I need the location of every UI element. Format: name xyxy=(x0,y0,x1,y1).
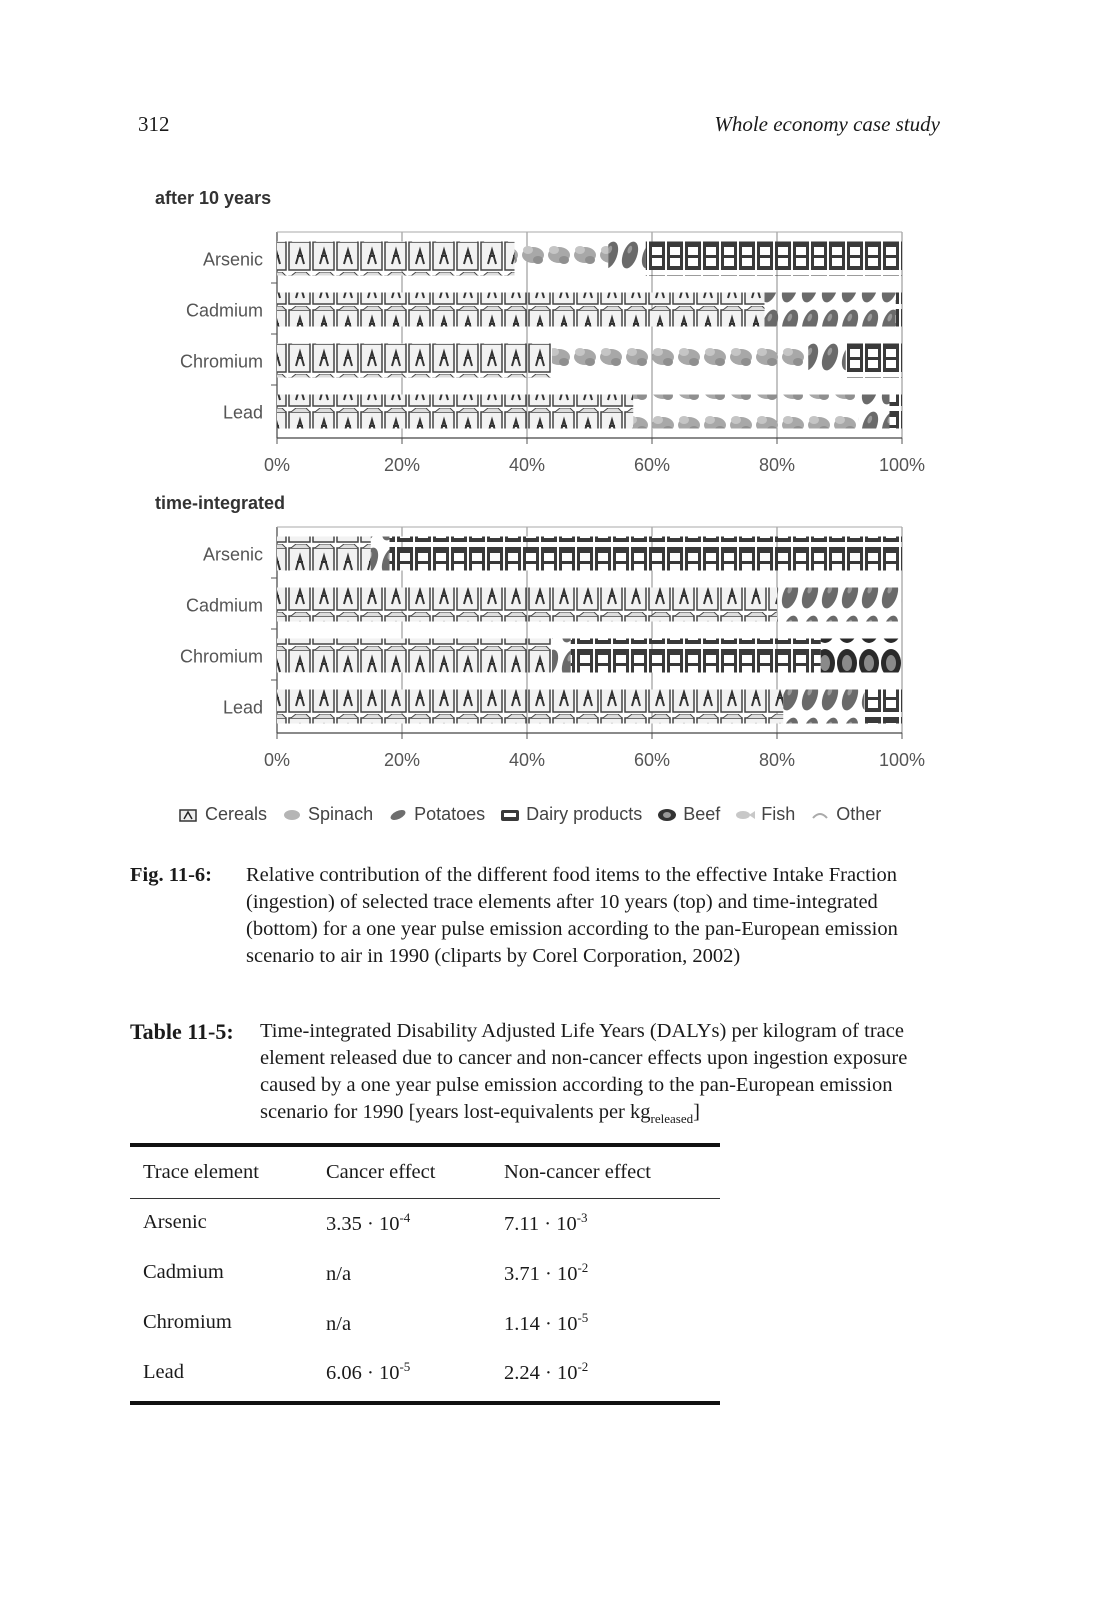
bar-chromium-potatoes xyxy=(552,639,571,673)
cereals-icon xyxy=(178,808,200,822)
cell-noncancer: $3.71 \cdot 10^{-2}$ xyxy=(504,1259,589,1285)
bar-arsenic-dairy-products xyxy=(390,537,903,571)
page-number: 312 xyxy=(138,112,170,136)
bar-lead-cereals xyxy=(277,395,633,429)
header-noncancer-effect: Non-cancer effect xyxy=(491,1145,720,1199)
bar-arsenic-spinach xyxy=(515,242,609,276)
legend-item-potatoes xyxy=(387,804,485,825)
bar-cadmium-potatoes xyxy=(777,588,902,622)
cell-noncancer: $1.14 \cdot 10^{-5}$ xyxy=(504,1309,589,1335)
x-tick-label: 0% xyxy=(263,455,291,475)
dairy-icon xyxy=(499,808,521,822)
potatoes-icon xyxy=(387,808,409,822)
bar-chromium-beef xyxy=(821,639,902,673)
cell-element: Lead xyxy=(130,1348,313,1403)
cell-cancer: $6.06 \cdot 10^{-5}$ xyxy=(313,1348,491,1403)
other-icon xyxy=(809,808,831,822)
figure-label: Fig. 11-6: xyxy=(130,864,212,886)
x-tick-label: 20% xyxy=(383,750,421,770)
legend-item-dairy xyxy=(499,804,642,825)
y-tick-label: Lead xyxy=(222,402,263,423)
table-row xyxy=(130,1199,720,1249)
cell-cancer: $3.35 \cdot 10^{-4}$ xyxy=(326,1210,411,1235)
bar-cadmium-potatoes xyxy=(765,293,896,327)
legend-label: Other xyxy=(836,804,882,824)
legend-label: Beef xyxy=(683,804,721,824)
bar-lead-spinach xyxy=(633,395,858,429)
beef-icon xyxy=(656,808,678,822)
bar-chromium-cereals xyxy=(277,639,552,673)
cell-noncancer: $7.11 \cdot 10^{-3}$ xyxy=(504,1210,588,1235)
cell-noncancer: $2.24 \cdot 10^{-2}$ xyxy=(491,1348,720,1403)
legend-label: Dairy products xyxy=(526,804,643,824)
bar-cadmium-cereals xyxy=(277,293,765,327)
y-tick-label: Chromium xyxy=(179,646,263,667)
bar-chromium-dairy-products xyxy=(846,344,902,378)
bar-chromium-potatoes xyxy=(808,344,846,378)
x-tick-label: 0% xyxy=(263,750,291,770)
chart-legend xyxy=(178,804,958,825)
fish-icon xyxy=(734,808,756,822)
header-trace-element: Trace element xyxy=(130,1145,313,1199)
legend-item-beef xyxy=(656,804,720,825)
table-caption-text: Time-integrated Disability Adjusted Life Years (DALYs) per kilogram of trace element released due to cancer and non-cancer effects upon ingestion exposure caused by a one year pulse emission according to the pan-European emission scenario for 1990 [years lost-equivalents per $kg_{released}$] xyxy=(260,1020,908,1127)
figure-caption-text: Relative contribution of the different food items to the effective Intake Fraction (ingestion) of selected trace elements after 10 years (top) and time-integrated (bottom) for a one year pulse emission according to the pan-European emission scenario to air in 1990 (cliparts by Corel Corporation, 2002) xyxy=(246,864,898,967)
bar-arsenic-dairy-products xyxy=(646,242,902,276)
bar-chromium-cereals xyxy=(277,344,552,378)
table-row xyxy=(130,1348,720,1403)
legend-item-cereals xyxy=(178,804,267,825)
stacked-bar-charts xyxy=(0,0,1095,800)
bar-lead-potatoes xyxy=(858,395,889,429)
legend-item-fish xyxy=(734,804,795,825)
y-tick-label: Lead xyxy=(222,697,263,718)
legend-item-spinach xyxy=(281,804,373,825)
y-tick-label: Cadmium xyxy=(185,300,263,321)
legend-item-other xyxy=(809,804,881,825)
table-header-row xyxy=(130,1145,720,1199)
table-row xyxy=(130,1249,720,1299)
cell-cancer: n/a xyxy=(326,1262,352,1285)
x-tick-label: 40% xyxy=(508,455,546,475)
bar-chromium-spinach xyxy=(552,344,808,378)
bar-arsenic-cereals xyxy=(277,242,515,276)
bar-lead-dairy-products xyxy=(865,690,903,724)
table-caption xyxy=(130,1018,950,1132)
x-tick-label: 60% xyxy=(633,750,671,770)
bar-lead-potatoes xyxy=(783,690,864,724)
y-tick-label: Arsenic xyxy=(202,544,263,565)
x-tick-label: 40% xyxy=(508,750,546,770)
figure-caption xyxy=(130,862,950,970)
x-tick-label: 60% xyxy=(633,455,671,475)
bar-cadmium-cereals xyxy=(277,588,777,622)
cell-element: Arsenic xyxy=(143,1211,207,1234)
cell-element: Chromium xyxy=(143,1311,232,1334)
cell-cancer: n/a xyxy=(326,1312,352,1335)
y-tick-label: Arsenic xyxy=(202,249,263,270)
table-label: Table 11-5: xyxy=(130,1019,234,1044)
bar-cadmium-dairy-products xyxy=(896,293,902,327)
legend-label: Cereals xyxy=(205,804,268,824)
chart-time-integrated xyxy=(180,527,925,770)
y-tick-label: Cadmium xyxy=(185,595,263,616)
dalys-table xyxy=(130,1143,720,1405)
x-tick-label: 100% xyxy=(878,750,926,770)
legend-label: Fish xyxy=(761,804,796,824)
bar-chromium-dairy-products xyxy=(571,639,821,673)
cell-element: Cadmium xyxy=(143,1261,224,1284)
legend-label: Spinach xyxy=(308,804,374,824)
x-tick-label: 20% xyxy=(383,455,421,475)
bar-lead-cereals xyxy=(277,690,783,724)
chart-after-10-years xyxy=(180,232,925,475)
bar-arsenic-potatoes xyxy=(371,537,390,571)
chart-title-time-integrated: time-integrated xyxy=(155,493,286,513)
bar-arsenic-potatoes xyxy=(608,242,646,276)
bar-arsenic-cereals xyxy=(277,537,371,571)
running-title: Whole economy case study xyxy=(714,112,940,136)
bar-lead-dairy-products xyxy=(890,395,903,429)
table-row xyxy=(130,1299,720,1349)
x-tick-label: 100% xyxy=(878,455,926,475)
x-tick-label: 80% xyxy=(758,455,796,475)
legend-label: Potatoes xyxy=(414,804,486,824)
x-tick-label: 80% xyxy=(758,750,796,770)
y-tick-label: Chromium xyxy=(179,351,263,372)
header-cancer-effect: Cancer effect xyxy=(313,1145,491,1199)
spinach-icon xyxy=(281,808,303,822)
chart-title-after-10-years: after 10 years xyxy=(155,188,272,208)
